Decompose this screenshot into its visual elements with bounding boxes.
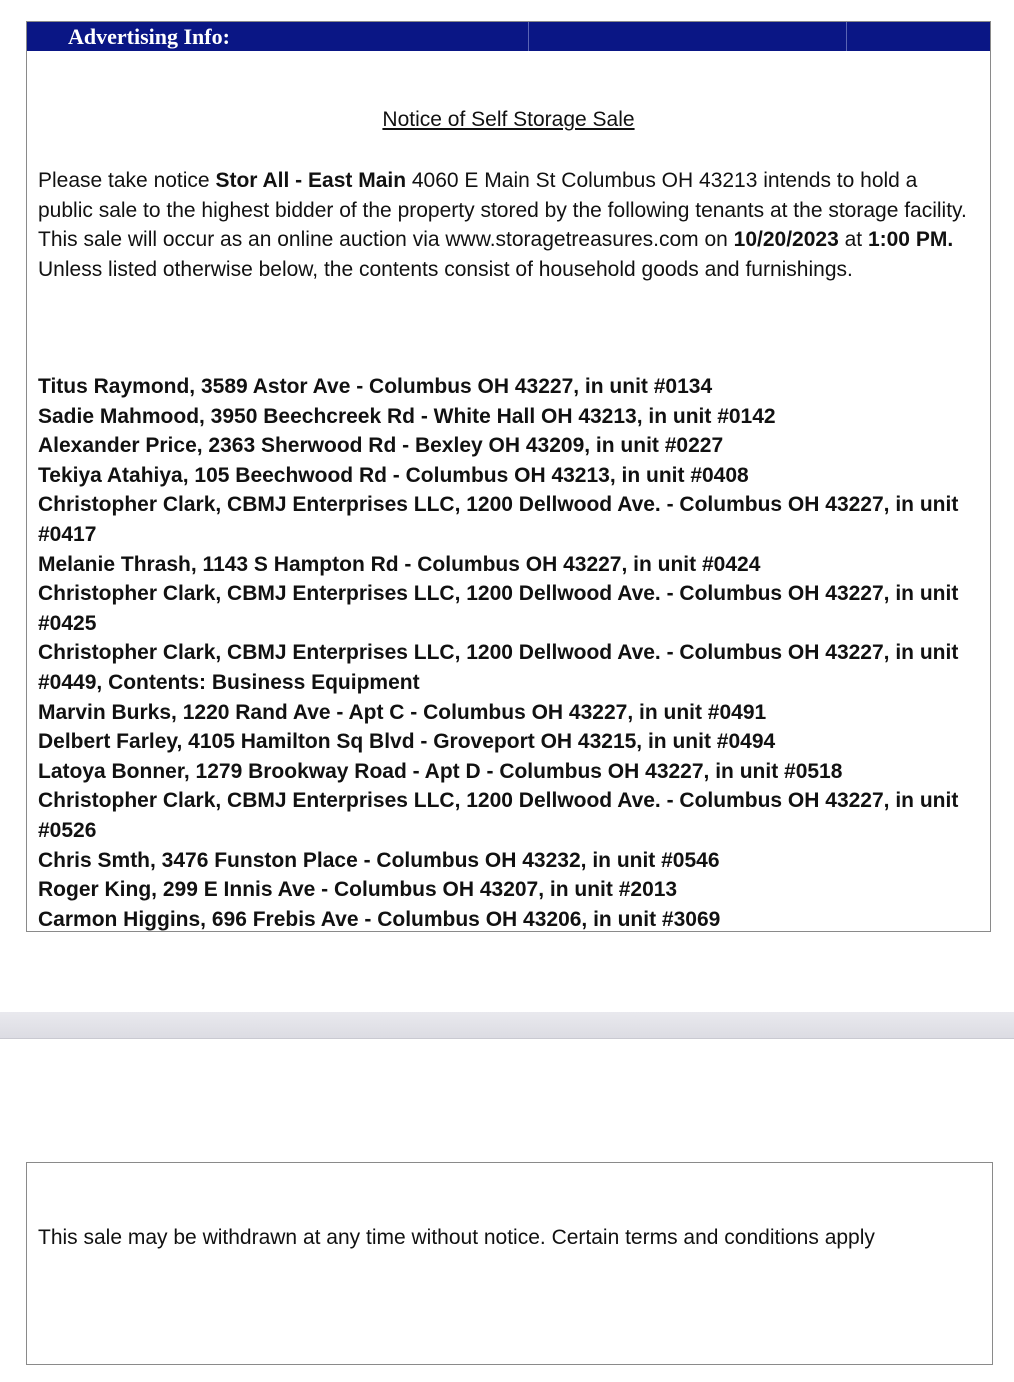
intro-text: at: [838, 228, 868, 251]
tenant-entry: Christopher Clark, CBMJ Enterprises LLC, 1200 Dellwood Ave. - Columbus OH 43227, in unit #0526: [38, 789, 959, 842]
notice-title: Notice of Self Storage Sale: [382, 108, 635, 131]
facility-name: Stor All - East Main: [215, 169, 407, 192]
header-cell: [529, 22, 847, 51]
panel-header-title: Advertising Info:: [68, 24, 230, 49]
sale-time: 1:00 PM.: [867, 228, 954, 251]
tenant-list: [38, 372, 976, 934]
notice-intro: [38, 166, 976, 284]
tenant-entry: Christopher Clark, CBMJ Enterprises LLC, 1200 Dellwood Ave. - Columbus OH 43227, in unit #0417: [38, 493, 959, 546]
tenant-entry: Sadie Mahmood, 3950 Beechcreek Rd - White Hall OH 43213, in unit #0142: [38, 404, 776, 428]
advertising-info-panel: [26, 21, 991, 932]
tenant-entry: Titus Raymond, 3589 Astor Ave - Columbus OH 43227, in unit #0134: [38, 375, 713, 398]
tenant-entry: Latoya Bonner, 1279 Brookway Road - Apt D - Columbus OH 43227, in unit #0518: [38, 759, 843, 783]
tenant-entry: Carmon Higgins, 696 Frebis Ave - Columbus OH 43206, in unit #3069: [38, 907, 721, 931]
intro-text: 4060 E Main St Columbus OH 43213 intends to hold a public sale to the highest bidder of the property stored by the following tenants at the storage facility. This sale will occur as an online auction via www.storagetreasures.com on: [38, 169, 967, 251]
section-divider: [0, 1012, 1014, 1039]
tenant-entry: Roger King, 299 E Innis Ave - Columbus OH 43207, in unit #2013: [38, 878, 678, 902]
disclaimer-panel: [26, 1162, 993, 1365]
tenant-entry: Tekiya Atahiya, 105 Beechwood Rd - Columbus OH 43213, in unit #0408: [38, 463, 749, 487]
tenant-entry: Chris Smth, 3476 Funston Place - Columbus OH 43232, in unit #0546: [38, 848, 720, 872]
panel-header: [27, 22, 990, 51]
tenant-entry: Marvin Burks, 1220 Rand Ave - Apt C - Columbus OH 43227, in unit #0491: [38, 700, 767, 724]
sale-date: 10/20/2023: [733, 228, 839, 251]
tenant-entry: Melanie Thrash, 1143 S Hampton Rd - Columbus OH 43227, in unit #0424: [38, 552, 761, 576]
tenant-entry: Christopher Clark, CBMJ Enterprises LLC, 1200 Dellwood Ave. - Columbus OH 43227, in unit #0425: [38, 582, 959, 635]
disclaimer-text: This sale may be withdrawn at any time without notice. Certain terms and conditions apply: [38, 1226, 875, 1249]
intro-text: Unless listed otherwise below, the contents consist of household goods and furnishings.: [38, 257, 853, 281]
tenant-entry: Delbert Farley, 4105 Hamilton Sq Blvd - Groveport OH 43215, in unit #0494: [38, 730, 776, 754]
header-cell: [847, 22, 990, 51]
tenant-entry: Christopher Clark, CBMJ Enterprises LLC, 1200 Dellwood Ave. - Columbus OH 43227, in unit #0449, Contents: Business Equipment: [38, 641, 959, 694]
intro-text: Please take notice: [38, 169, 216, 192]
tenant-entry: Alexander Price, 2363 Sherwood Rd - Bexley OH 43209, in unit #0227: [38, 434, 724, 458]
